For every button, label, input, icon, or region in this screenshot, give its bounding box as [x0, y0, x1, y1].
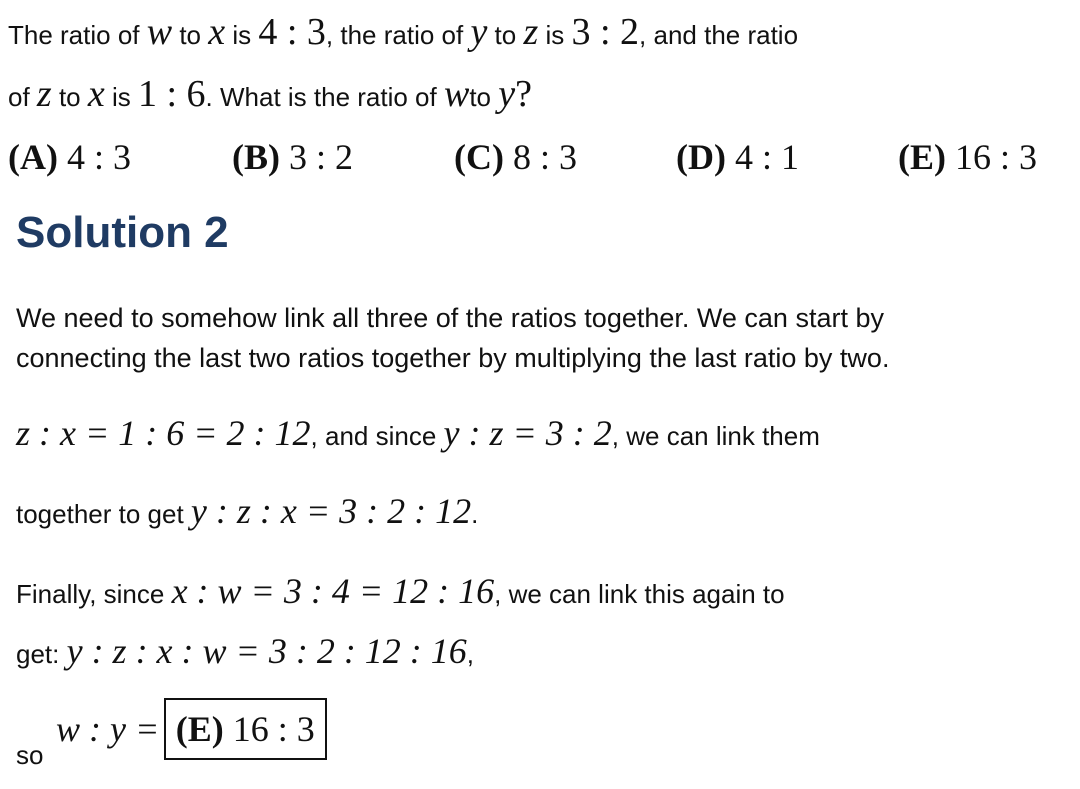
text: , — [466, 639, 475, 669]
equation-y-z: y : z = 3 : 2 — [443, 413, 612, 453]
equation-line-3 — [16, 570, 785, 612]
answer-label: (E) — [175, 709, 224, 749]
choice-label: (A) — [8, 137, 58, 177]
text: is — [225, 20, 259, 50]
text: is — [104, 82, 138, 112]
choice-c — [454, 136, 577, 178]
question-mark: ? — [515, 73, 532, 115]
answer-value: 16 : 3 — [232, 709, 315, 749]
text: The ratio of — [8, 20, 147, 50]
text: . What is the ratio of — [205, 82, 444, 112]
var-w: w — [146, 11, 173, 53]
choice-value: 4 : 3 — [66, 137, 131, 177]
var-x: x — [208, 11, 226, 53]
choice-label: (B) — [232, 137, 280, 177]
ratio-y-z: 3 : 2 — [571, 11, 640, 53]
choice-e — [898, 136, 1037, 178]
answer-box — [164, 698, 327, 760]
choice-d — [676, 136, 799, 178]
var-x: x — [87, 73, 105, 115]
solution-paragraph-1 — [16, 298, 889, 378]
text: is — [538, 20, 572, 50]
choice-b — [232, 136, 353, 178]
choice-value: 4 : 1 — [734, 137, 799, 177]
equation-y-z-x-w: y : z : x : w = 3 : 2 : 12 : 16 — [66, 631, 467, 671]
choice-value: 16 : 3 — [955, 137, 1038, 177]
final-so: so — [16, 740, 44, 770]
var-w: w — [443, 73, 470, 115]
text: , and the ratio — [639, 20, 799, 50]
equation-w-y: w : y = — [56, 709, 160, 749]
text: , the ratio of — [325, 20, 471, 50]
text: of — [8, 82, 37, 112]
text: , and since — [310, 421, 444, 451]
final-answer-line — [56, 698, 327, 760]
var-y: y — [498, 73, 516, 115]
choice-label: (E) — [898, 137, 946, 177]
text: get: — [16, 639, 67, 669]
paragraph-line: We need to somehow link all three of the ratios together. We can start by — [16, 303, 884, 333]
ratio-w-x: 4 : 3 — [258, 11, 326, 53]
equation-y-z-x: y : z : x = 3 : 2 : 12 — [190, 491, 472, 531]
choice-value: 8 : 3 — [512, 137, 577, 177]
problem-line-1 — [8, 10, 798, 54]
text: to — [172, 20, 209, 50]
var-z: z — [36, 73, 52, 115]
var-y: y — [470, 11, 488, 53]
text: Finally, since — [16, 579, 172, 609]
solution-heading: Solution 2 — [16, 208, 229, 257]
text: together to get — [16, 499, 191, 529]
text: to — [487, 20, 524, 50]
equation-x-w: x : w = 3 : 4 = 12 : 16 — [171, 571, 495, 611]
equation-line-2 — [16, 490, 478, 532]
equation-line-4 — [16, 630, 474, 672]
var-z: z — [523, 11, 539, 53]
text: , we can link them — [611, 421, 820, 451]
problem-line-2 — [8, 72, 532, 116]
paragraph-line: connecting the last two ratios together by multiplying the last ratio by two. — [16, 343, 890, 373]
ratio-z-x: 1 : 6 — [137, 73, 206, 115]
text: . — [471, 499, 479, 529]
choice-a — [8, 136, 131, 178]
choice-label: (C) — [454, 137, 504, 177]
text: to — [469, 82, 499, 112]
text: to — [51, 82, 88, 112]
choice-value: 3 : 2 — [289, 137, 354, 177]
equation-z-x: z : x = 1 : 6 = 2 : 12 — [16, 413, 311, 453]
equation-line-1 — [16, 412, 820, 454]
text: , we can link this again to — [494, 579, 785, 609]
choice-label: (D) — [676, 137, 726, 177]
